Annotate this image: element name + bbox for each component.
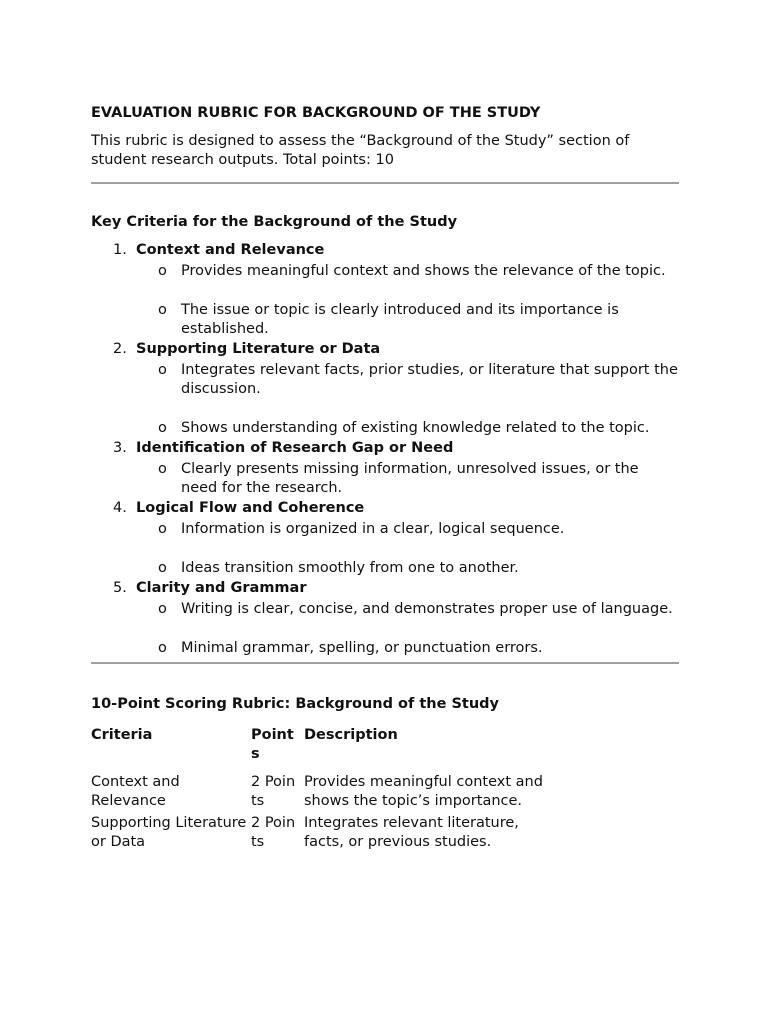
criterion-item bbox=[91, 499, 679, 578]
criterion-point bbox=[136, 520, 679, 539]
criterion-points bbox=[136, 600, 679, 658]
scoring-heading: 10-Point Scoring Rubric: Background of the Study bbox=[91, 696, 499, 712]
criterion-point bbox=[136, 600, 679, 619]
criterion-point-text: Information is organized in a clear, logical sequence. bbox=[181, 521, 565, 537]
criterion-point-text: Minimal grammar, spelling, or punctuation errors. bbox=[181, 640, 543, 656]
criterion-name: Context and Relevance bbox=[136, 242, 325, 258]
criterion-point bbox=[136, 419, 679, 438]
criterion-item bbox=[91, 439, 679, 498]
criterion-points bbox=[136, 262, 679, 339]
criterion-points bbox=[136, 460, 679, 498]
criterion-point-text: The issue or topic is clearly introduced and its importance is established. bbox=[181, 302, 619, 337]
criterion-point bbox=[136, 639, 679, 658]
bullet-icon: o bbox=[158, 601, 167, 617]
criterion-name: Logical Flow and Coherence bbox=[136, 500, 365, 516]
criterion-point-text: Provides meaningful context and shows the relevance of the topic. bbox=[181, 263, 666, 279]
criterion-point-text: Writing is clear, concise, and demonstrates proper use of language. bbox=[181, 601, 673, 617]
criterion-number: 1. bbox=[113, 242, 127, 258]
table-header-cell: Description bbox=[304, 727, 398, 743]
table-cell-description: Provides meaningful context and shows the topic’s importance. bbox=[304, 774, 543, 809]
criterion-item bbox=[91, 340, 679, 438]
scoring-table bbox=[91, 726, 679, 855]
criterion-name: Clarity and Grammar bbox=[136, 580, 307, 596]
criterion-point bbox=[136, 262, 679, 281]
criterion-number: 5. bbox=[113, 580, 127, 596]
bullet-icon: o bbox=[158, 263, 167, 279]
table-header-cell: Points bbox=[251, 727, 294, 762]
document-page bbox=[91, 104, 679, 855]
criterion-point bbox=[136, 460, 679, 498]
criterion-points bbox=[136, 361, 679, 438]
bullet-icon: o bbox=[158, 302, 167, 318]
table-cell-criteria: Context and Relevance bbox=[91, 774, 180, 809]
criterion-number: 4. bbox=[113, 500, 127, 516]
table-cell-points: 2 Points bbox=[251, 815, 296, 850]
criterion-point-text: Clearly presents missing information, unresolved issues, or the need for the research. bbox=[181, 461, 639, 496]
criterion-item bbox=[91, 579, 679, 658]
criterion-point-text: Shows understanding of existing knowledge related to the topic. bbox=[181, 420, 650, 436]
table-cell-criteria: Supporting Literature or Data bbox=[91, 815, 247, 850]
criterion-number: 2. bbox=[113, 341, 127, 357]
intro-paragraph: This rubric is designed to assess the “Background of the Study” section of student research outputs. Total points: 10 bbox=[91, 133, 630, 168]
criteria-list bbox=[91, 241, 679, 658]
divider bbox=[91, 182, 679, 184]
criterion-name: Identification of Research Gap or Need bbox=[136, 440, 454, 456]
table-cell-description: Integrates relevant literature, facts, or previous studies. bbox=[304, 815, 519, 850]
criterion-number: 3. bbox=[113, 440, 127, 456]
bullet-icon: o bbox=[158, 420, 167, 436]
criterion-point bbox=[136, 301, 679, 339]
criterion-point-text: Integrates relevant facts, prior studies, or literature that support the discussion. bbox=[181, 362, 678, 397]
criterion-point-text: Ideas transition smoothly from one to another. bbox=[181, 560, 519, 576]
criterion-point bbox=[136, 559, 679, 578]
bullet-icon: o bbox=[158, 362, 167, 378]
table-header-cell: Criteria bbox=[91, 727, 153, 743]
key-criteria-heading: Key Criteria for the Background of the Study bbox=[91, 214, 458, 230]
bullet-icon: o bbox=[158, 560, 167, 576]
bullet-icon: o bbox=[158, 461, 167, 477]
criterion-item bbox=[91, 241, 679, 339]
criterion-points bbox=[136, 520, 679, 578]
table-cell-points: 2 Points bbox=[251, 774, 296, 809]
bullet-icon: o bbox=[158, 640, 167, 656]
divider bbox=[91, 662, 679, 664]
criterion-point bbox=[136, 361, 679, 399]
bullet-icon: o bbox=[158, 521, 167, 537]
criterion-name: Supporting Literature or Data bbox=[136, 341, 381, 357]
document-title: EVALUATION RUBRIC FOR BACKGROUND OF THE STUDY bbox=[91, 105, 541, 121]
